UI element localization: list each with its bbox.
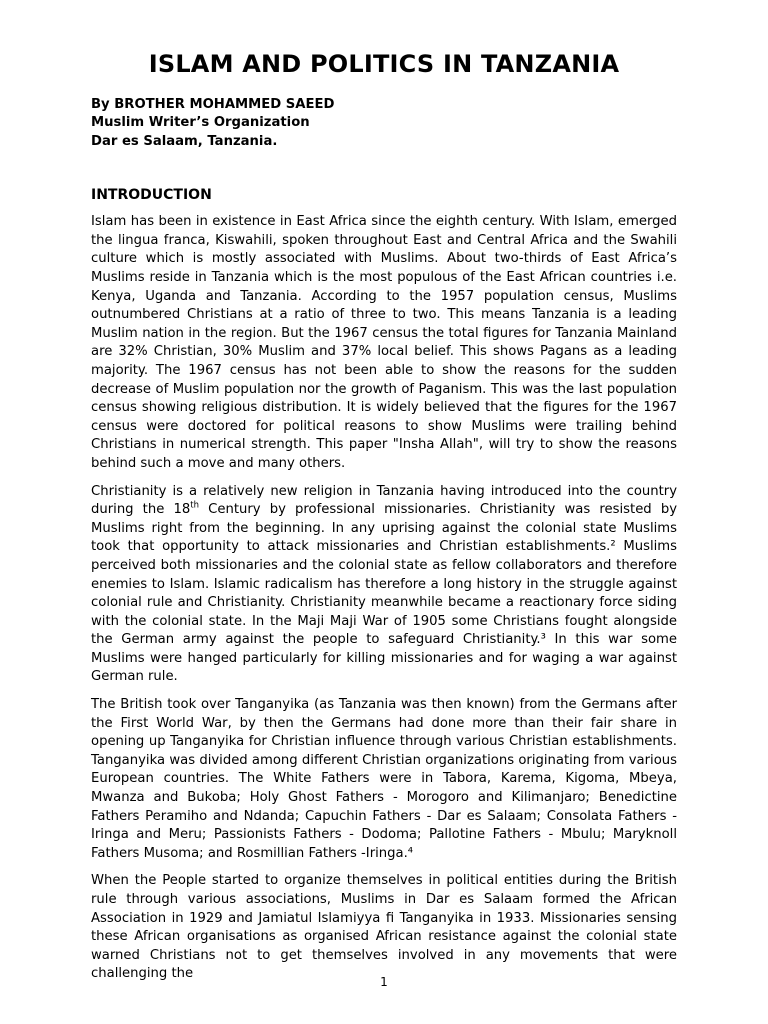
byline [91,96,677,151]
paragraph-1: Islam has been in existence in East Africa since the eighth century. With Islam, emerged the lingua franca, Kiswahili, spoken throughout East and Central Africa and the Swahili culture which is mostly associated with Muslims. About two-thirds of East Africa’s Muslims reside in Tanzania which is the most populous of the East African countries i.e. Kenya, Uganda and Tanzania. According to the 1957 population census, Muslims outnumbered Christians at a ratio of three to two. This means Tanzania is a leading Muslim nation in the region. But the 1967 census the total figures for Tanzania Mainland are 32% Christian, 30% Muslim and 37% local belief. This shows Pagans as a leading majority. The 1967 census has not been able to show the reasons for the sudden decrease of Muslim population nor the growth of Paganism. This was the last population census showing religious distribution. It is widely believed that the figures for the 1967 census were doctored for political reasons to show Muslims were trailing behind Christians in numerical strength. This paper "Insha Allah", will try to show the reasons behind such a move and many others. [91,214,677,471]
organization-line: Muslim Writer’s Organization [91,115,310,131]
document-title: ISLAM AND POLITICS IN TANZANIA [148,50,620,78]
location-line: Dar es Salaam, Tanzania. [91,133,278,149]
paragraph-4: When the People started to organize themselves in political entities during the British rule through various associations, Muslims in Dar es Salaam formed the African Association in 1929 and Jamiatul Islamiyya fi Tanganyika in 1933. Missionaries sensing these African organisations as organised African resistance against the colonial state warned Christians not to get themselves involved in any movements that were challenging the [91,873,677,982]
author-line: By BROTHER MOHAMMED SAEED [91,97,335,112]
paragraph-3: The British took over Tanganyika (as Tanzania was then known) from the Germans after the First World War, by then the Germans had done more than their fair share in opening up Tanganyika for Christian influence through various Christian establishments. Tanganyika was divided among different Christian organizations originating from various European countries. The White Fathers were in Tabora, Karema, Kigoma, Mbeya, Mwanza and Bukoba; Holy Ghost Fathers - Morogoro and Kilimanjaro; Benedictine Fathers Peramiho and Ndanda; Capuchin Fathers - Dar es Salaam; Consolata Fathers - Iringa and Meru; Passionists Fathers - Dodoma; Pallotine Fathers - Mbulu; Maryknoll Fathers Musoma; and Rosmillian Fathers -Iringa.⁴ [91,697,677,861]
page-number: 1 [380,975,388,989]
section-heading: INTRODUCTION [91,187,212,204]
paragraph-2: Christianity is a relatively new religion in Tanzania having introduced into the country during the 18th Century by professional missionaries. Christianity was resisted by Muslims right from the beginning. In any uprising against the colonial state Muslims took that opportunity to attack missionaries and Christian establishments.² Muslims perceived both missionaries and the colonial state as fellow collaborators and therefore enemies to Islam. Islamic radicalism has therefore a long history in the struggle against colonial rule and Christianity. Christianity meanwhile became a reactionary force siding with the colonial state. In the Maji Maji War of 1905 some Christians fought alongside the German army against the people to safeguard Christianity.³ In this war some Muslims were hanged particularly for killing missionaries and for waging a war against German rule. [91,483,677,685]
document-page [91,50,677,993]
ordinal-superscript: th [190,500,199,511]
